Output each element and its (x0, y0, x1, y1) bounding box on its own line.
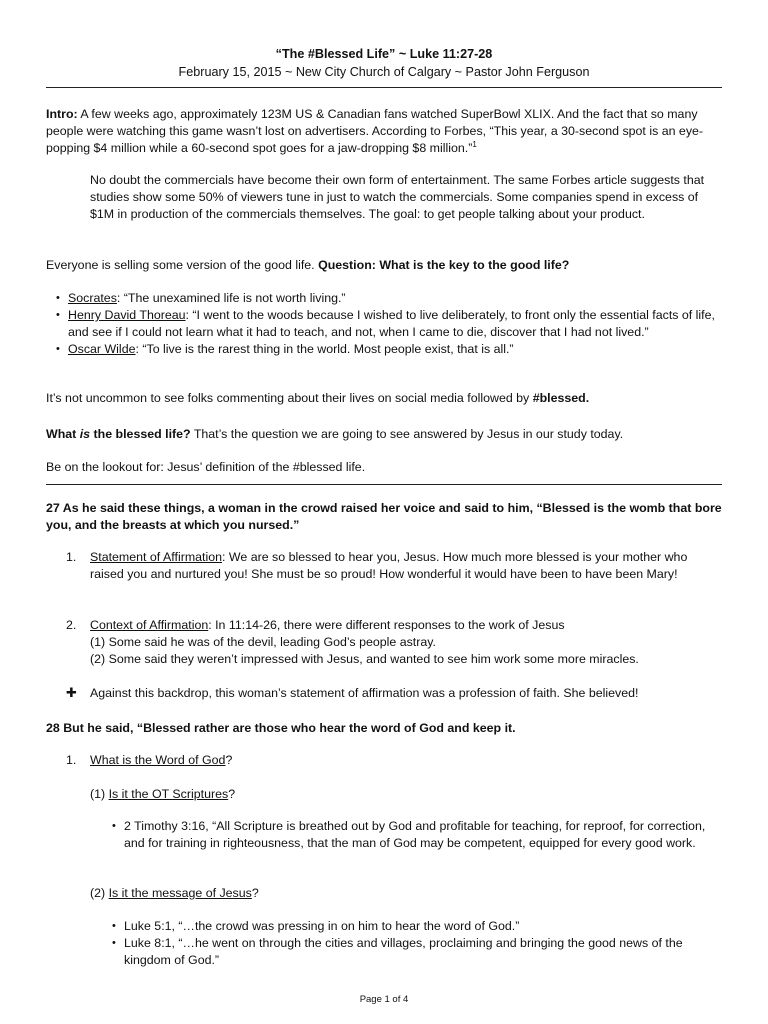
sub-question-1-bullets (102, 818, 724, 852)
verse-28-text: 28 But he said, “Blessed rather are those who hear the word of God and keep it. (46, 721, 516, 735)
quote-author: Henry David Thoreau (68, 308, 186, 322)
sermon-title: “The #Blessed Life” ~ Luke 11:27-28 (275, 47, 493, 61)
intro-indented-text: No doubt the commercials have become their own form of entertainment. The same Forbes article suggests that studies show some 50% of viewers tune in just to watch the commercials. Some companies spend in excess of $1M in production of the commercials themselves. The goal: to get people talking about your product. (90, 173, 705, 221)
list-item (46, 307, 722, 341)
social-paragraph (46, 390, 722, 407)
header-divider (46, 87, 722, 88)
verse-27 (46, 500, 722, 534)
question-paragraph (46, 257, 722, 274)
point-title: Context of Affirmation (90, 618, 209, 632)
lookout-paragraph (46, 459, 722, 476)
point-title: What is the Word of God (90, 753, 226, 767)
list-item: • Luke 8:1, “…he went on through the cities and villages, proclaiming and bringing the good news of the kingdom of God.” (102, 935, 724, 969)
list-item (46, 341, 722, 358)
verse-27-text: 27 As he said these things, a woman in the crowd raised her voice and said to him, “Blessed is the womb that bore you, and the breasts at which you nursed.” (46, 501, 722, 532)
document-header (46, 46, 722, 81)
whatis-italic: is (79, 427, 91, 441)
question-lead: Everyone is selling some version of the good life. (46, 258, 319, 272)
section-divider (46, 484, 722, 485)
verse-28-point-1 (46, 752, 722, 769)
intro-label: Intro: (46, 107, 78, 121)
point-number: 1. (66, 753, 77, 767)
context-sub-item: (1) Some said he was of the devil, leading God’s people astray. (90, 635, 436, 649)
point-text: : In 11:14-26, there were different responses to the work of Jesus (208, 618, 565, 632)
lookout-text: Be on the lookout for: Jesus’ definition of the #blessed life. (46, 460, 366, 474)
cross-icon: ✚ (66, 685, 77, 700)
point-text: ? (225, 753, 233, 767)
list-item: • 2 Timothy 3:16, “All Scripture is breathed out by God and profitable for teaching, for reproof, for correction, and for training in righteousness, that the man of God may be competent, equipped for every good work. (102, 818, 724, 852)
sub-question-title: Is it the message of Jesus (108, 886, 252, 900)
intro-indented-paragraph (90, 172, 720, 223)
point-text: : We are so blessed to hear you, Jesus. How much more blessed is your mother who raised you and nurtured you! She must be so proud! How wonderful it would have been to have been Mary! (90, 550, 688, 581)
quotes-list (46, 290, 722, 358)
point-number: 1. (66, 550, 77, 564)
intro-text: A few weeks ago, approximately 123M US & Canadian fans watched SuperBowl XLIX. And the fact that so many people were watching this game wasn’t lost on advertisers. According to Forbes, “This year, a 30-second spot is an eye-popping $4 million while a 60-second spot goes for a jaw-dropping $8 million.” (46, 107, 704, 155)
question-bold: Question: What is the key to the good life? (318, 258, 570, 272)
verse-27-point-2 (46, 617, 722, 668)
sub-question-number: (2) (90, 886, 109, 900)
sub-question-title: Is it the OT Scriptures (108, 787, 229, 801)
quote-author: Oscar Wilde (68, 342, 136, 356)
context-sub-item: (2) Some said they weren’t impressed with Jesus, and wanted to see him work some more miracles. (90, 652, 639, 666)
social-lead: It’s not uncommon to see folks commenting about their lives on social media followed by (46, 391, 533, 405)
quote-text: : “To live is the rarest thing in the world. Most people exist, that is all.” (135, 342, 514, 356)
whatis-bold-2: the blessed life? (90, 427, 191, 441)
social-hashtag: #blessed. (532, 391, 590, 405)
verse-28 (46, 720, 722, 737)
sermon-subtitle: February 15, 2015 ~ New City Church of Calgary ~ Pastor John Ferguson (178, 65, 590, 79)
cross-text: Against this backdrop, this woman’s statement of affirmation was a profession of faith. She believed! (90, 686, 639, 700)
footnote-marker: 1 (472, 139, 477, 149)
whatis-rest: That’s the question we are going to see answered by Jesus in our study today. (190, 427, 624, 441)
list-item: • Luke 5:1, “…the crowd was pressing in on him to hear the word of God.” (102, 918, 724, 935)
point-title: Statement of Affirmation (90, 550, 223, 564)
intro-paragraph (46, 106, 722, 157)
sub-question-1 (90, 786, 722, 803)
verse-27-point-1 (46, 549, 722, 583)
quote-text: : “The unexamined life is not worth living.” (116, 291, 346, 305)
quote-author: Socrates (68, 291, 117, 305)
sub-question-mark: ? (251, 886, 259, 900)
list-item (46, 290, 722, 307)
sub-question-2 (90, 885, 722, 902)
quote-text: : “I went to the woods because I wished to live deliberately, to front only the essential facts of life, and see if I could not learn what it had to teach, and not, when I came to die, discover that I had not lived.” (68, 308, 715, 339)
sub-question-number: (1) (90, 787, 109, 801)
whatis-bold-1: What (46, 427, 80, 441)
cross-point (46, 685, 722, 702)
page-footer: Page 1 of 4 (359, 994, 409, 1005)
sub-question-2-bullets (102, 918, 724, 969)
whatis-paragraph (46, 426, 722, 443)
sub-question-mark: ? (228, 787, 236, 801)
point-number: 2. (66, 618, 77, 632)
